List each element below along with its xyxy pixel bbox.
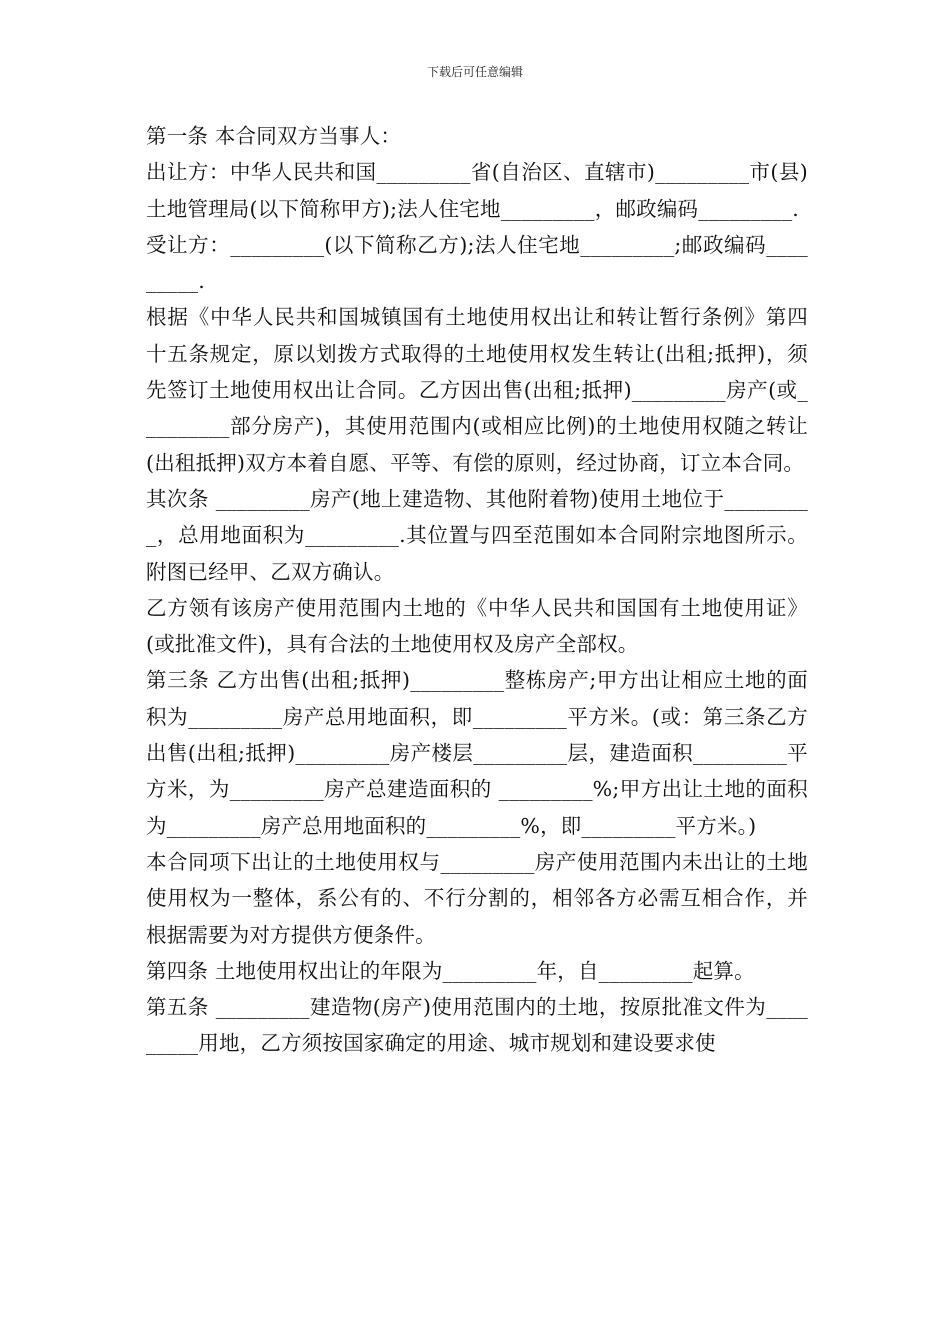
paragraph-shared-use: 本合同项下出让的土地使用权与_________房产使用范围内未出让的土地使用权为一整体，系公有的、不行分割的，相邻各方必需互相合作，并根据需要为对方提供方便条件。 — [146, 849, 808, 947]
paragraph-article-5: 第五条 _________建造物(房产)使用范围内的土地，按原批准文件为_________用地，乙方须按国家确定的用途、城市规划和建设要求使 — [146, 995, 808, 1056]
contract-body — [146, 118, 808, 1062]
paragraph-transferor: 出让方：中华人民共和国_________省(自治区、直辖市)_________市(县)土地管理局(以下简称甲方);法人住宅地_________，邮政编码_________. — [146, 160, 808, 221]
paragraph-transferee: 受让方：_________(以下简称乙方);法人住宅地_________;邮政编码_________. — [146, 232, 808, 294]
paragraph-land-certificate: 乙方领有该房产使用范围内土地的《中华人民共和国国有土地使用证》(或批准文件)，具有合法的土地使用权及房产全部权。 — [146, 595, 808, 657]
paragraph-article-1: 第一条 本合同双方当事人： — [146, 124, 402, 148]
paragraph-legal-basis: 根据《中华人民共和国城镇国有土地使用权出让和转让暂行条例》第四十五条规定，原以划拨方式取得的土地使用权发生转让(出租;抵押)，须先签订土地使用权出让合同。乙方因出售(出租;抵押)_________房产(或_________部分房产)，其使用范围内(或相应比例)的土地使用权随之转让(出租抵押)双方本着自愿、平等、有偿的原则，经过协商，订立本合同。 — [146, 305, 808, 475]
paragraph-article-4: 第四条 土地使用权出让的年限为_________年，自_________起算。 — [146, 958, 755, 983]
paragraph-article-3: 第三条 乙方出售(出租;抵押)_________整栋房产;甲方出让相应土地的面积为_________房产总用地面积，即_________平方米。(或：第三条乙方出售(出租;抵押)_________房产楼层_________层，建造面积_________平方米，为_________房产总建造面积的 _________%;甲方出让土地的面积为_________房产总用地面积的_________%，即_________平方米。) — [146, 668, 808, 838]
paragraph-article-2: 其次条 _________房产(地上建造物、其他附着物)使用土地位于_________，总用地面积为_________.其位置与四至范围如本合同附宗地图所示。附图已经甲、乙双方确认。 — [146, 486, 808, 584]
page-header-note: 下载后可任意编辑 — [426, 65, 523, 79]
